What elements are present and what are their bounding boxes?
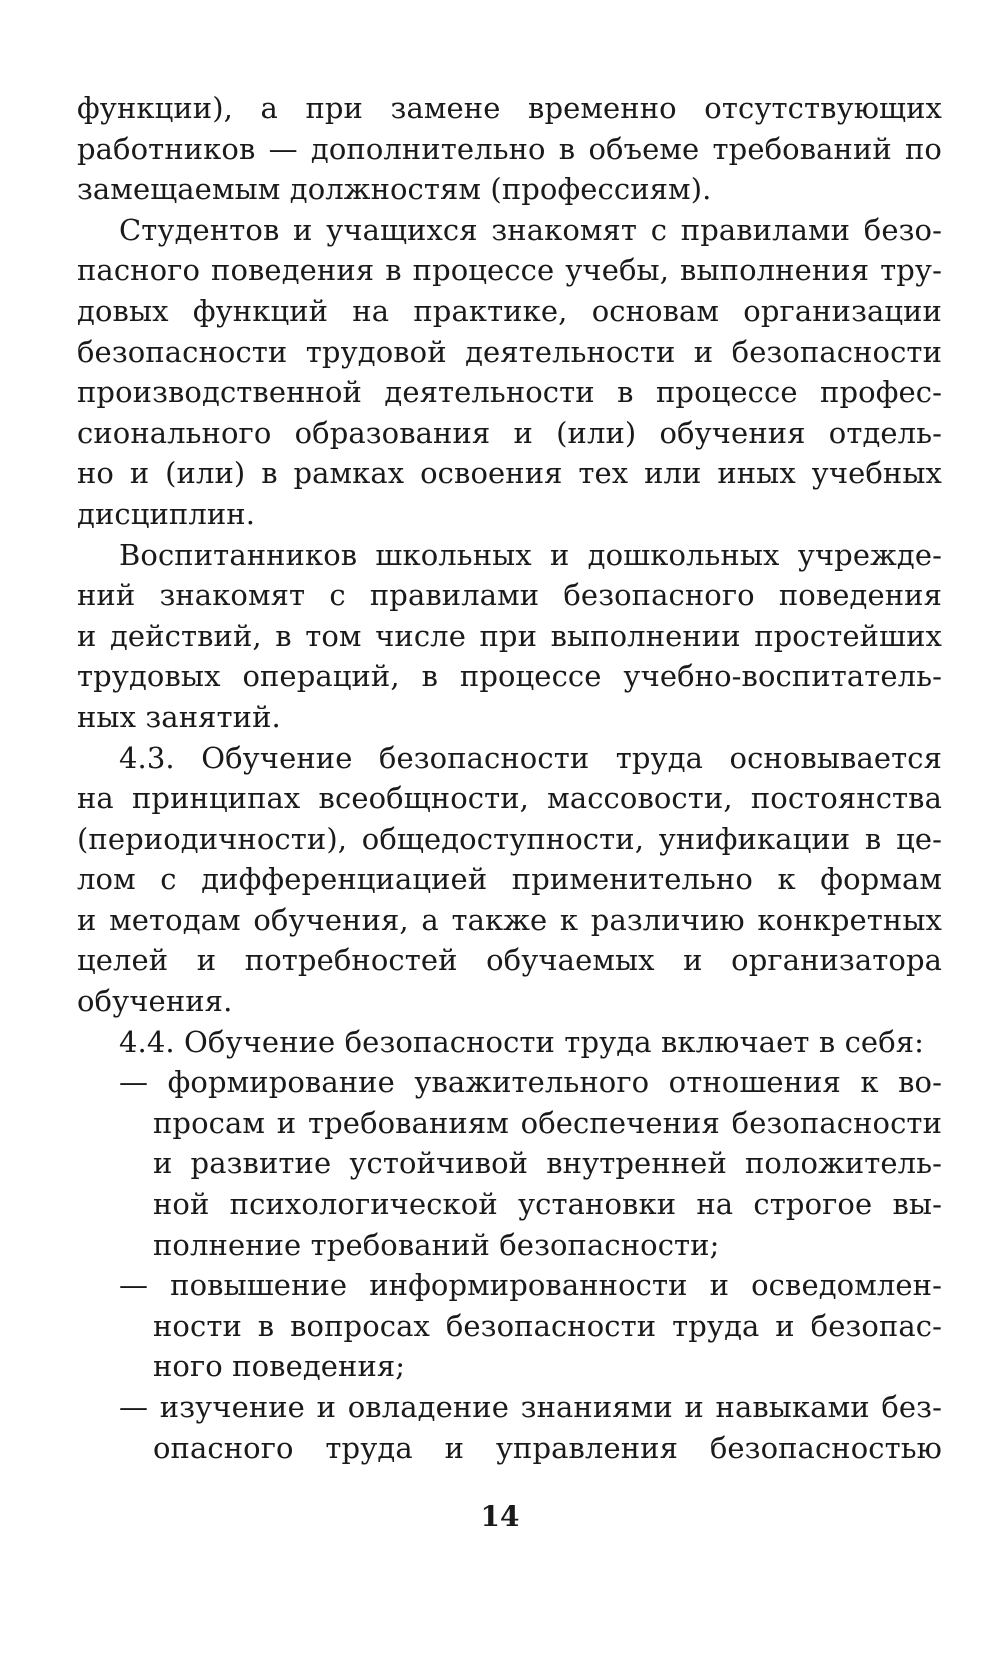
text-line: функции), а при замене временно отсутствующих [77, 91, 942, 125]
text-line: пасного поведения в процессе учебы, выполнения тру- [77, 253, 942, 288]
list-item [77, 1062, 942, 1265]
text-line: производственной деятельности в процессе профес- [77, 375, 942, 410]
text-line: ной психологической установки на строгое вы- [153, 1187, 942, 1222]
text-line: и действий, в том числе при выполнении простейших [77, 618, 942, 653]
paragraph [77, 88, 942, 210]
text-line: ных занятий. [77, 699, 281, 734]
text-line: 4.4. Обучение безопасности труда включает в себя: [119, 1024, 925, 1059]
text-line: довых функций на практике, основам организации [77, 293, 942, 328]
text-line: и развитие устойчивой внутренней положитель- [153, 1146, 942, 1181]
text-line: ного поведения; [153, 1349, 406, 1384]
text-line: и методам обучения, а также к различию конкретных [77, 902, 942, 937]
text-line: — изучение и овладение знаниями и навыками без- [119, 1390, 942, 1424]
paragraph [77, 210, 942, 535]
text-line: 4.3. Обучение безопасности труда основывается [119, 740, 942, 775]
text-line: на принципах всеобщности, массовости, постоянства [77, 781, 942, 816]
text-line: но и (или) в рамках освоения тех или иных учебных [77, 456, 942, 491]
text-line: трудовых операций, в процессе учебно-воспитатель- [77, 659, 942, 694]
text-line: дисциплин. [77, 496, 256, 531]
text-line: опасного труда и управления безопасностью [153, 1430, 942, 1465]
text-line: обучения. [77, 984, 233, 1019]
list-item [77, 1387, 942, 1468]
page-text [77, 88, 942, 1468]
page-number: 14 [480, 1500, 520, 1533]
text-line: замещаемым должностям (профессиям). [77, 172, 712, 207]
text-line: — формирование уважительного отношения к во- [119, 1065, 942, 1100]
text-line: просам и требованиям обеспечения безопасности [153, 1105, 942, 1140]
list-item [77, 1265, 942, 1387]
text-line: сионального образования и (или) обучения отдель- [77, 415, 942, 450]
text-line: ний знакомят с правилами безопасного поведения [77, 578, 942, 613]
text-line: полнение требований безопасности; [153, 1227, 720, 1262]
paragraph [77, 738, 942, 1022]
text-line: безопасности трудовой деятельности и безопасности [77, 334, 942, 369]
text-line: работников — дополнительно в объеме требований по [77, 131, 942, 166]
text-line: Воспитанников школьных и дошкольных учрежде- [119, 537, 942, 572]
text-line: целей и потребностей обучаемых и организатора [77, 943, 942, 978]
text-line: Студентов и учащихся знакомят с правилами безо- [119, 212, 942, 247]
paragraph [77, 1022, 942, 1063]
text-line: лом с дифференциацией применительно к формам [77, 862, 942, 897]
text-line: — повышение информированности и осведомлен- [119, 1268, 942, 1303]
text-line: (периодичности), общедоступности, унификации в це- [77, 821, 942, 856]
text-line: ности в вопросах безопасности труда и безопас- [153, 1308, 942, 1343]
paragraph [77, 535, 942, 738]
